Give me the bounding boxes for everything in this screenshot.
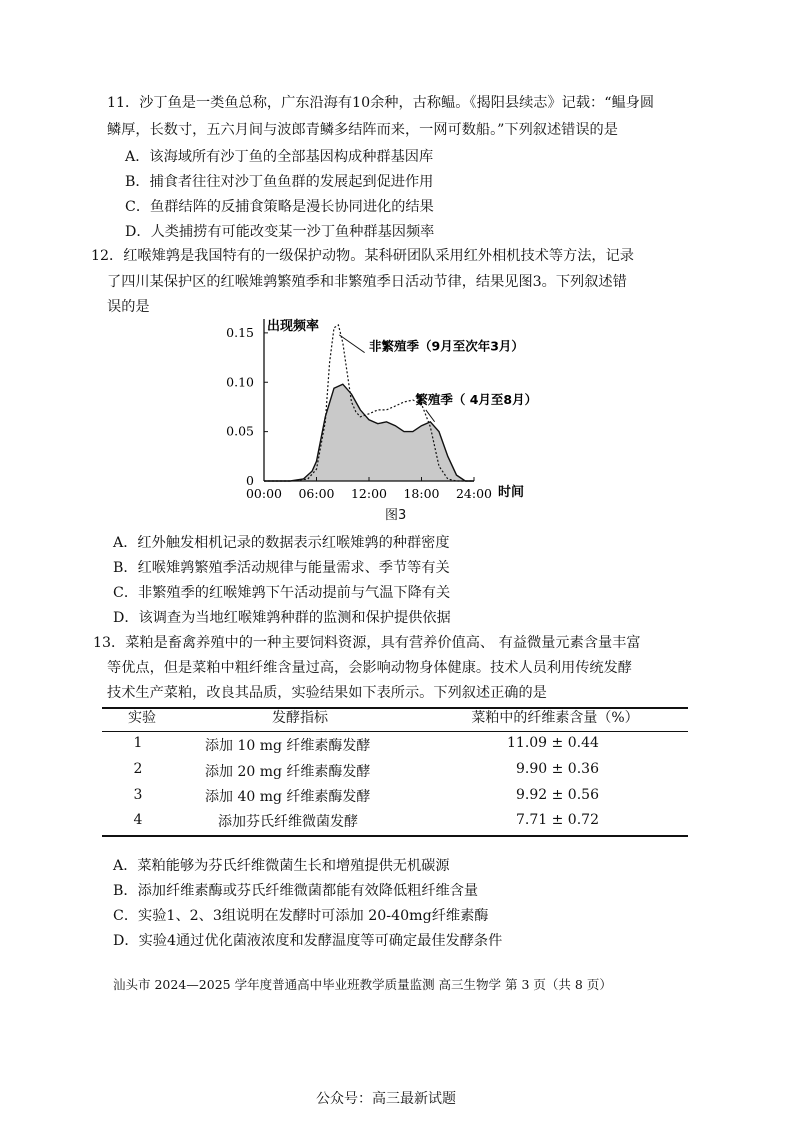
watermark-text: 公众号：高三最新试题 (316, 1091, 456, 1107)
x-tick-label: 18:00 (403, 486, 440, 501)
q13-stem-line3: 技术生产菜粕，改良其品质，实验结果如下表所示。下列叙述正确的是 (107, 685, 547, 701)
q12-option-a: A．红外触发相机记录的数据表示红喉雉鹑的种群密度 (113, 535, 450, 551)
table-cell: 1 (133, 735, 143, 751)
q13-stem-line1: 13．菜粕是畜禽养殖中的一种主要饲料资源，具有营养价值高、 有益微量元素含量丰富 (93, 635, 641, 651)
page-footer: 汕头市 2024—2025 学年度普通高中毕业班教学质量监测 高三生物学 第 3 页（共 8 页） (113, 977, 612, 992)
q13-stem-line2: 等优点，但是菜粕中粗纤维含量过高，会影响动物身体健康。技术人员利用传统发酵 (107, 660, 632, 676)
table-cell: 4 (133, 812, 143, 828)
q11-option-d: D．人类捕捞有可能改变某一沙丁鱼种群基因频率 (125, 224, 435, 240)
table-cell: 添加 10 mg 纤维素酶发酵 (205, 738, 371, 754)
q11-option-b: B．捕食者往往对沙丁鱼鱼群的发展起到促进作用 (125, 174, 434, 190)
legend-label-breeding: 繁殖季（ 4月至8月） (415, 391, 538, 407)
q11-stem-line1: 11．沙丁鱼是一类鱼总称，广东沿海有10余种，古称鳁。《揭阳县续志》记载：“鳁身圆 (107, 95, 655, 111)
q12-option-c: C．非繁殖季的红喉雉鹑下午活动提前与气温下降有关 (113, 585, 451, 601)
q13-option-d: D．实验4通过优化菌液浓度和发酵温度等可确定最佳发酵条件 (113, 933, 503, 949)
q11-option-c: C．鱼群结阵的反捕食策略是漫长协同进化的结果 (125, 199, 434, 215)
q12-option-d: D．该调查为当地红喉雉鹑种群的监测和保护提供依据 (113, 610, 451, 626)
q12-stem-line1: 12．红喉雉鹑是我国特有的一级保护动物。某科研团队采用红外相机技术等方法，记录 (91, 248, 634, 264)
q13-option-c: C．实验1、2、3组说明在发酵时可添加 20-40mg纤维素酶 (113, 908, 489, 924)
y-tick-label: 0.15 (226, 324, 254, 340)
table-bottom-rule (102, 835, 688, 837)
q13-option-a: A．菜粕能够为芬氏纤维微菌生长和增殖提供无机碳源 (113, 858, 450, 874)
q12-stem-line2: 了四川某保护区的红喉雉鹑繁殖季和非繁殖季日活动节律，结果见图3。下列叙述错 (107, 274, 627, 290)
x-tick-label: 00:00 (245, 486, 283, 501)
y-axis-title: 出现频率 (267, 319, 320, 334)
table-cell: 7.71 ± 0.72 (516, 812, 599, 828)
table-cell: 2 (133, 761, 143, 777)
table-cell: 添加 20 mg 纤维素酶发酵 (205, 764, 371, 780)
q13-option-b: B．添加纤维素酶或芬氏纤维微菌都能有效降低粗纤维含量 (113, 883, 479, 899)
q11-option-a: A．该海域所有沙丁鱼的全部基因构成种群基因库 (125, 149, 434, 165)
y-tick-label: 0.10 (226, 374, 254, 390)
table-cell: 3 (133, 787, 143, 803)
x-tick-label: 12:00 (350, 486, 388, 501)
table-header-indicator: 发酵指标 (272, 710, 328, 726)
table-header-rule (102, 731, 688, 732)
y-tick-label: 0 (246, 473, 254, 488)
q12-option-b: B．红喉雉鹑繁殖季活动规律与能量需求、季节等有关 (113, 560, 450, 576)
table-header-experiment: 实验 (128, 710, 156, 726)
y-tick-label: 0.05 (226, 423, 254, 439)
x-tick-label: 06:00 (298, 486, 335, 501)
table-cell: 11.09 ± 0.44 (507, 735, 599, 751)
table-cell: 添加 40 mg 纤维素酶发酵 (205, 789, 371, 805)
table-header-cellulose: 菜粕中的纤维素含量（%） (471, 710, 639, 726)
x-tick-label: 24:00 (455, 486, 493, 501)
table-cell: 添加芬氏纤维微菌发酵 (218, 814, 358, 830)
figure-3-caption: 图3 (385, 508, 407, 523)
q11-stem-line2: 鳞厚，长数寸，五六月间与波郎青鳞多结阵而来，一网可数船。”下列叙述错误的是 (107, 122, 618, 138)
figure-3-chart (226, 315, 538, 525)
table-cell: 9.92 ± 0.56 (516, 787, 599, 803)
table-cell: 9.90 ± 0.36 (516, 761, 599, 777)
legend-leader-breeding (426, 410, 435, 422)
legend-label-non-breeding: 非繁殖季（9月至次年3月） (369, 338, 524, 354)
x-axis-title: 时间 (498, 485, 525, 500)
q12-stem-line3: 误的是 (107, 299, 150, 315)
